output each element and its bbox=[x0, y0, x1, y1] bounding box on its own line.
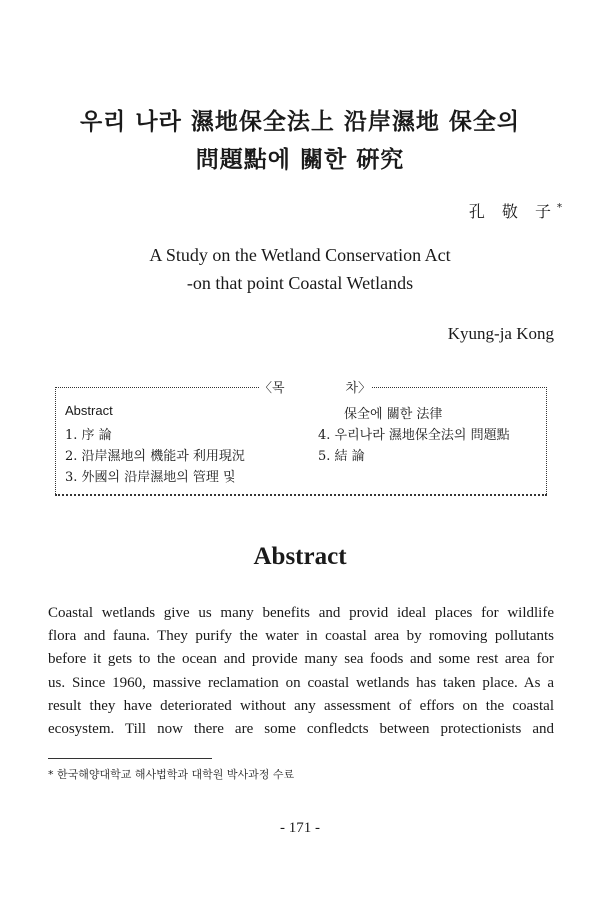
toc-item-4: 4. 우리나라 濕地保全法의 問題點 bbox=[318, 428, 510, 443]
korean-title-line-1: 우리 나라 濕地保全法上 沿岸濕地 保全의 bbox=[79, 108, 521, 135]
abstract-line: ecosystem. Till now there are some confledcts between protectionists and bbox=[48, 721, 554, 738]
toc-heading-left: 〈목 bbox=[259, 381, 285, 396]
toc-heading bbox=[259, 377, 371, 396]
korean-author bbox=[469, 199, 562, 222]
abstract-body bbox=[48, 602, 554, 741]
abstract-line: before it gets to the ocean and provide many sea foods and some rest area for bbox=[48, 651, 554, 668]
footnote-divider bbox=[48, 758, 212, 759]
footnote: * 한국해양대학교 해사법학과 대학원 박사과정 수료 bbox=[48, 768, 295, 781]
toc-item-abstract: Abstract bbox=[65, 403, 113, 418]
abstract-line: Coastal wetlands give us many benefits and provid ideal places for wildlife bbox=[48, 605, 554, 621]
english-title-line-1: A Study on the Wetland Conservation Act bbox=[149, 245, 451, 265]
author-footnote-mark: * bbox=[557, 202, 562, 214]
english-author: Kyung-ja Kong bbox=[447, 324, 554, 343]
page-number: - 171 - bbox=[280, 820, 320, 836]
english-title-line-2: -on that point Coastal Wetlands bbox=[186, 273, 414, 293]
toc-item-5: 5. 結 論 bbox=[318, 449, 365, 464]
toc-item-2: 2. 沿岸濕地의 機能과 利用現況 bbox=[65, 449, 245, 464]
abstract-line: flora and fauna. They purify the water in coastal area by romoving pollutants bbox=[48, 628, 554, 645]
toc-heading-right: 차〉 bbox=[345, 381, 371, 396]
abstract-heading: Abstract bbox=[253, 543, 347, 570]
toc-item-3-continued: 保全에 關한 法律 bbox=[344, 407, 443, 422]
toc-item-1: 1. 序 論 bbox=[65, 428, 112, 443]
abstract-line: us. Since 1960, massive reclamation on coastal wetlands has taken place. As a bbox=[48, 674, 554, 691]
korean-title-line-2: 問題點에 關한 硏究 bbox=[195, 146, 405, 173]
toc-item-3: 3. 外國의 沿岸濕地의 管理 및 bbox=[65, 470, 236, 485]
abstract-line: result they have deteriorated without any assessment of effors on the coastal bbox=[48, 697, 554, 714]
korean-author-name: 孔 敬 子 bbox=[468, 202, 557, 221]
table-of-contents bbox=[55, 381, 547, 496]
